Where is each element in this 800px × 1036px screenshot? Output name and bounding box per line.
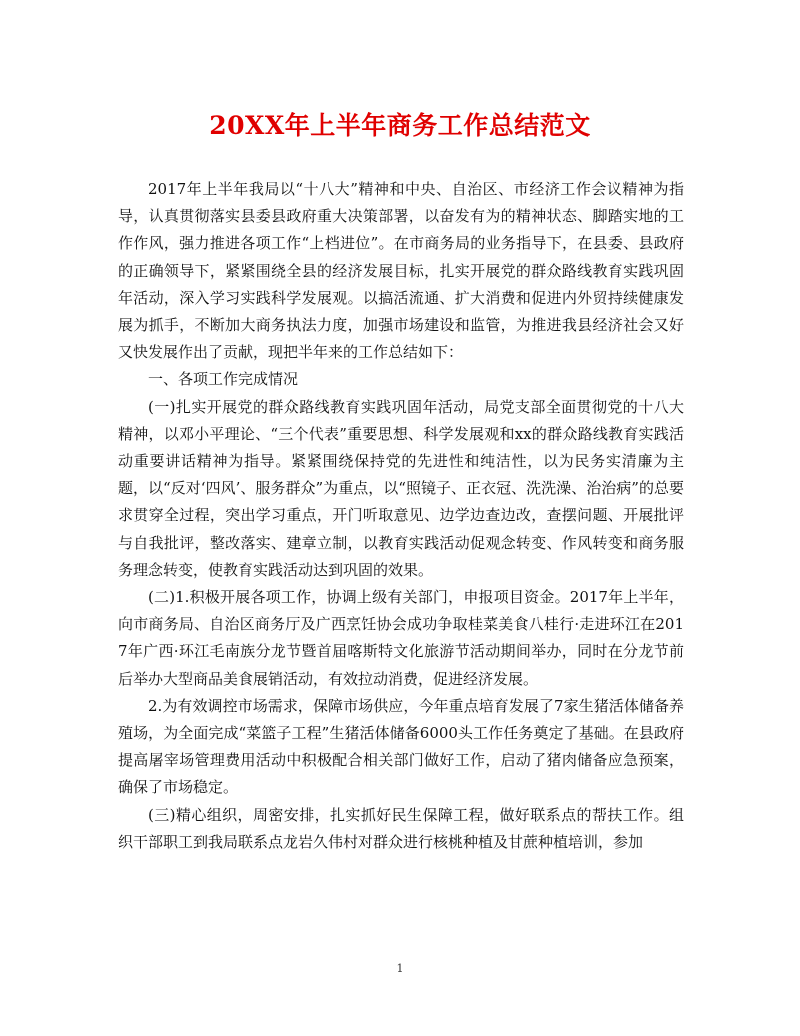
document-body [118, 176, 684, 856]
paragraph-intro: 2017年上半年我局以“十八大”精神和中央、自治区、市经济工作会议精神为指导，认真贯彻落实县委县政府重大决策部署，以奋发有为的精神状态、脚踏实地的工作作风，强力推进各项工作“上档进位”。在市商务局的业务指导下，在县委、县政府的正确领导下，紧紧围绕全县的经济发展目标，扎实开展党的群众路线教育实践巩固年活动，深入学习实践科学发展观。以搞活流通、扩大消费和促进内外贸持续健康发展为抓手，不断加大商务执法力度，加强市场建设和监管，为推进我县经济社会又好又快发展作出了贡献，现把半年来的工作总结如下： [118, 180, 684, 362]
section-heading-work-completion: 一、各项工作完成情况 [148, 370, 299, 389]
paragraph-section-2-item-1: (二)1.积极开展各项工作，协调上级有关部门，申报项目资金。2017年上半年，向市商务局、自治区商务厅及广西烹饪协会成功争取桂菜美食八桂行·走进环江在2017年广西·环江毛南族分龙节暨首届喀斯特文化旅游节活动期间举办，同时在分龙节前后举办大型商品美食展销活动，有效拉动消费，促进经济发展。 [118, 588, 684, 688]
paragraph-section-3: (三)精心组织，周密安排，扎实抓好民生保障工程，做好联系点的帮扶工作。组织干部职工到我局联系点龙岩久伟村对群众进行核桃种植及甘蔗种植培训，参加 [118, 805, 684, 851]
page-number: 1 [396, 962, 404, 975]
paragraph-section-2-item-2: 2.为有效调控市场需求，保障市场供应，今年重点培育发展了7家生猪活体储备养殖场，为全面完成“菜篮子工程”生猪活体储备6000头工作任务奠定了基础。在县政府提高屠宰场管理费用活动中积极配合相关部门做好工作，启动了猪肉储备应急预案，确保了市场稳定。 [118, 696, 684, 797]
paragraph-section-1: (一)扎实开展党的群众路线教育实践巩固年活动，局党支部全面贯彻党的十八大精神，以邓小平理论、“三个代表”重要思想、科学发展观和xx的群众路线教育实践活动重要讲话精神为指导。紧紧围绕保持党的先进性和纯洁性，以为民务实清廉为主题，以“反对‘四风’、服务群众”为重点，以“照镜子、正衣冠、洗洗澡、治治病”的总要求贯穿全过程，突出学习重点，开门听取意见、边学边查边改，查摆问题、开展批评与自我批评，整改落实、建章立制，以教育实践活动促观念转变、作风转变和商务服务理念转变，使教育实践活动达到巩固的效果。 [118, 397, 684, 579]
document-title: 20XX年上半年商务工作总结范文 [209, 111, 591, 140]
